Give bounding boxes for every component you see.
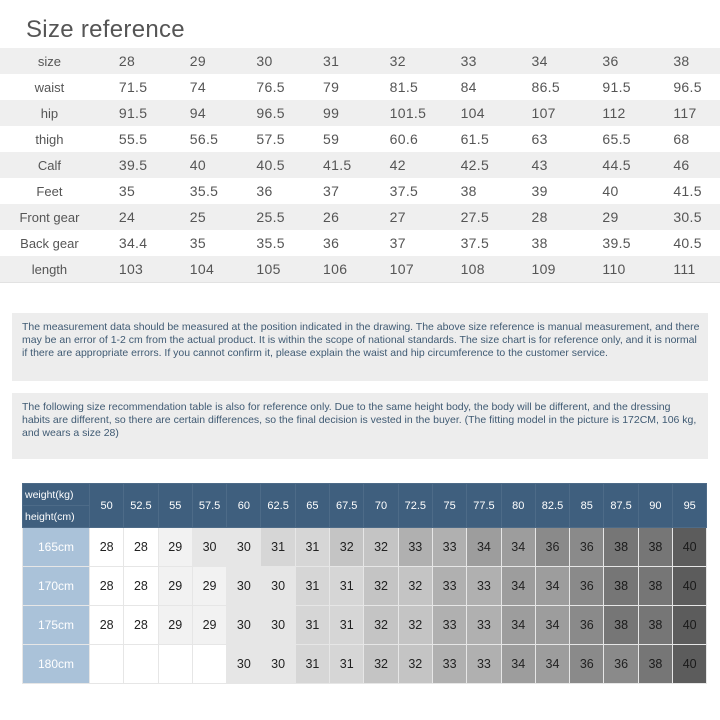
- size-cell: 30: [261, 645, 295, 684]
- row-label: Back gear: [0, 230, 99, 256]
- size-cell: 34: [535, 606, 569, 645]
- table-cell: 65.5: [582, 126, 653, 152]
- table-cell: 103: [99, 256, 170, 282]
- table-cell: 35: [170, 230, 237, 256]
- measurement-note: The measurement data should be measured at the position indicated in the drawing. The above size reference is manual measurement, and there may be an error of 1-2 cm from the actual product. It is within the scope of national standards. The size chart is for reference only, and it is normal if there are appropriate errors. If you cannot confirm it, please explain the waist and hip circumference to the customer service.: [12, 313, 708, 381]
- weight-header-cell: 52.5: [124, 484, 158, 528]
- size-cell: 31: [330, 645, 364, 684]
- size-reference-table: [0, 48, 720, 282]
- table-cell: 46: [653, 152, 720, 178]
- table-cell: 56.5: [170, 126, 237, 152]
- height-cell: 175cm: [23, 606, 90, 645]
- weight-header-cell: 82.5: [535, 484, 569, 528]
- weight-header-cell: 50: [90, 484, 124, 528]
- table-cell: 29: [582, 204, 653, 230]
- size-cell: 30: [227, 528, 261, 567]
- size-cell: 28: [90, 528, 124, 567]
- weight-header-cell: 85: [570, 484, 604, 528]
- size-cell: 30: [227, 606, 261, 645]
- table-cell: 94: [170, 100, 237, 126]
- table-cell: 41.5: [303, 152, 370, 178]
- size-cell: 34: [501, 528, 535, 567]
- table-row: [23, 645, 707, 684]
- table-cell: 101.5: [370, 100, 441, 126]
- table-cell: 107: [512, 100, 583, 126]
- size-cell: 40: [673, 567, 707, 606]
- table-cell: 117: [653, 100, 720, 126]
- table-cell: 28: [99, 48, 170, 74]
- size-cell: 33: [432, 528, 466, 567]
- size-cell: 31: [261, 528, 295, 567]
- height-cell: 170cm: [23, 567, 90, 606]
- size-cell: 28: [90, 567, 124, 606]
- size-cell: 32: [364, 567, 398, 606]
- table-cell: 24: [99, 204, 170, 230]
- table-cell: 35: [99, 178, 170, 204]
- table-cell: 44.5: [582, 152, 653, 178]
- table-cell: 35.5: [236, 230, 303, 256]
- page-title: Size reference: [26, 16, 185, 43]
- weight-header-cell: 70: [364, 484, 398, 528]
- height-label: height(cm): [23, 506, 90, 528]
- table-cell: 104: [170, 256, 237, 282]
- table-row: [23, 606, 707, 645]
- table-cell: 112: [582, 100, 653, 126]
- size-cell: 32: [398, 606, 432, 645]
- size-cell: 32: [398, 645, 432, 684]
- table-cell: 63: [512, 126, 583, 152]
- table-cell: 29: [170, 48, 237, 74]
- table-cell: 40.5: [236, 152, 303, 178]
- table-cell: 36: [303, 230, 370, 256]
- table-cell: 55.5: [99, 126, 170, 152]
- size-cell: 34: [501, 606, 535, 645]
- row-label: Feet: [0, 178, 99, 204]
- table-cell: 106: [303, 256, 370, 282]
- table-cell: 42.5: [441, 152, 512, 178]
- size-cell: 28: [124, 528, 158, 567]
- table-cell: 84: [441, 74, 512, 100]
- size-cell: 33: [467, 567, 501, 606]
- size-cell: 32: [364, 528, 398, 567]
- table-cell: 37.5: [370, 178, 441, 204]
- row-label: thigh: [0, 126, 99, 152]
- size-cell: 32: [364, 645, 398, 684]
- row-label: waist: [0, 74, 99, 100]
- weight-header-cell: 67.5: [330, 484, 364, 528]
- table-cell: 91.5: [99, 100, 170, 126]
- table-row: [23, 528, 707, 567]
- size-cell: [158, 645, 192, 684]
- size-cell: 36: [570, 606, 604, 645]
- table-cell: 107: [370, 256, 441, 282]
- table-cell: 37.5: [441, 230, 512, 256]
- table-row: [0, 100, 720, 126]
- table-cell: 38: [512, 230, 583, 256]
- table-cell: 30: [236, 48, 303, 74]
- height-cell: 165cm: [23, 528, 90, 567]
- table-cell: 86.5: [512, 74, 583, 100]
- weight-header-cell: 87.5: [604, 484, 638, 528]
- size-cell: 33: [432, 606, 466, 645]
- weight-header-cell: 60: [227, 484, 261, 528]
- table-cell: 71.5: [99, 74, 170, 100]
- table-cell: 96.5: [236, 100, 303, 126]
- size-cell: 38: [604, 528, 638, 567]
- size-cell: 33: [432, 645, 466, 684]
- table-cell: 39: [512, 178, 583, 204]
- height-cell: 180cm: [23, 645, 90, 684]
- weight-header-cell: 75: [432, 484, 466, 528]
- size-cell: 29: [192, 567, 226, 606]
- table-cell: 96.5: [653, 74, 720, 100]
- table-cell: 74: [170, 74, 237, 100]
- table-row: [0, 204, 720, 230]
- weight-header-cell: 80: [501, 484, 535, 528]
- size-cell: [124, 645, 158, 684]
- size-recommendation-grid: [22, 483, 707, 684]
- recommendation-note: The following size recommendation table is also for reference only. Due to the same height body, the body will be different, and the dressing habits are different, so there are certain differences, so the final decision is vested in the buyer. (The fitting model in the picture is 172CM, 106 kg, and wears a size 28): [12, 393, 708, 459]
- table-cell: 108: [441, 256, 512, 282]
- size-cell: 31: [295, 567, 329, 606]
- table-cell: 61.5: [441, 126, 512, 152]
- weight-header-cell: 65: [295, 484, 329, 528]
- size-cell: 38: [638, 645, 672, 684]
- table-cell: 99: [303, 100, 370, 126]
- size-cell: 38: [604, 567, 638, 606]
- table-cell: 43: [512, 152, 583, 178]
- size-cell: 31: [295, 645, 329, 684]
- table-cell: 68: [653, 126, 720, 152]
- size-cell: 31: [330, 567, 364, 606]
- table-row: [0, 256, 720, 282]
- size-cell: 29: [158, 528, 192, 567]
- table-cell: 25.5: [236, 204, 303, 230]
- size-cell: 40: [673, 645, 707, 684]
- row-label: length: [0, 256, 99, 282]
- weight-header-cell: 57.5: [192, 484, 226, 528]
- table-cell: 27: [370, 204, 441, 230]
- size-cell: 34: [501, 567, 535, 606]
- row-label: hip: [0, 100, 99, 126]
- table-row: [23, 567, 707, 606]
- table-row: [0, 230, 720, 256]
- table-cell: 76.5: [236, 74, 303, 100]
- weight-header-cell: 90: [638, 484, 672, 528]
- table-cell: 40.5: [653, 230, 720, 256]
- size-cell: 31: [330, 606, 364, 645]
- weight-header-cell: 72.5: [398, 484, 432, 528]
- table-cell: 57.5: [236, 126, 303, 152]
- size-cell: 32: [330, 528, 364, 567]
- size-cell: 38: [604, 606, 638, 645]
- size-cell: 36: [535, 528, 569, 567]
- table-cell: 37: [303, 178, 370, 204]
- size-cell: 34: [467, 528, 501, 567]
- table-cell: 105: [236, 256, 303, 282]
- table-cell: 37: [370, 230, 441, 256]
- row-label: size: [0, 48, 99, 74]
- table-cell: 30.5: [653, 204, 720, 230]
- size-cell: 36: [570, 528, 604, 567]
- table-row: [0, 152, 720, 178]
- table-cell: 26: [303, 204, 370, 230]
- size-cell: 40: [673, 606, 707, 645]
- table-cell: 110: [582, 256, 653, 282]
- size-cell: 33: [398, 528, 432, 567]
- table-cell: 32: [370, 48, 441, 74]
- table-cell: 40: [582, 178, 653, 204]
- size-cell: 34: [535, 567, 569, 606]
- table-cell: 109: [512, 256, 583, 282]
- size-cell: 34: [535, 645, 569, 684]
- size-cell: 28: [90, 606, 124, 645]
- size-cell: 33: [432, 567, 466, 606]
- size-cell: 38: [638, 528, 672, 567]
- size-cell: 30: [227, 645, 261, 684]
- table-cell: 25: [170, 204, 237, 230]
- table-cell: 38: [653, 48, 720, 74]
- table-cell: 33: [441, 48, 512, 74]
- table-row: [0, 48, 720, 74]
- weight-label: weight(kg): [23, 484, 90, 506]
- size-cell: 28: [124, 606, 158, 645]
- row-label: Calf: [0, 152, 99, 178]
- size-cell: 36: [570, 567, 604, 606]
- size-cell: 28: [124, 567, 158, 606]
- size-cell: 29: [158, 606, 192, 645]
- table-row: [0, 178, 720, 204]
- table-cell: 27.5: [441, 204, 512, 230]
- size-cell: [90, 645, 124, 684]
- table-cell: 104: [441, 100, 512, 126]
- table-cell: 40: [170, 152, 237, 178]
- size-cell: 38: [638, 567, 672, 606]
- size-cell: 34: [501, 645, 535, 684]
- size-cell: 36: [604, 645, 638, 684]
- table-cell: 31: [303, 48, 370, 74]
- size-cell: 36: [570, 645, 604, 684]
- row-label: Front gear: [0, 204, 99, 230]
- size-cell: 30: [261, 567, 295, 606]
- weight-header-cell: 55: [158, 484, 192, 528]
- size-cell: 30: [227, 567, 261, 606]
- table-cell: 38: [441, 178, 512, 204]
- size-cell: 30: [261, 606, 295, 645]
- weight-header-cell: 62.5: [261, 484, 295, 528]
- table-cell: 34: [512, 48, 583, 74]
- weight-header-row: [23, 484, 707, 506]
- size-cell: 29: [158, 567, 192, 606]
- table-cell: 79: [303, 74, 370, 100]
- table-cell: 36: [582, 48, 653, 74]
- table-divider: [0, 282, 720, 283]
- table-cell: 28: [512, 204, 583, 230]
- table-cell: 111: [653, 256, 720, 282]
- size-cell: 32: [398, 567, 432, 606]
- size-cell: 38: [638, 606, 672, 645]
- size-cell: [192, 645, 226, 684]
- size-cell: 33: [467, 606, 501, 645]
- table-cell: 59: [303, 126, 370, 152]
- table-cell: 81.5: [370, 74, 441, 100]
- weight-header-cell: 95: [673, 484, 707, 528]
- table-cell: 60.6: [370, 126, 441, 152]
- size-cell: 29: [192, 606, 226, 645]
- size-cell: 33: [467, 645, 501, 684]
- weight-header-cell: 77.5: [467, 484, 501, 528]
- size-cell: 32: [364, 606, 398, 645]
- table-cell: 34.4: [99, 230, 170, 256]
- table-cell: 42: [370, 152, 441, 178]
- table-cell: 39.5: [99, 152, 170, 178]
- table-cell: 91.5: [582, 74, 653, 100]
- table-row: [0, 126, 720, 152]
- table-row: [0, 74, 720, 100]
- table-cell: 41.5: [653, 178, 720, 204]
- table-cell: 36: [236, 178, 303, 204]
- table-cell: 39.5: [582, 230, 653, 256]
- table-cell: 35.5: [170, 178, 237, 204]
- size-cell: 30: [192, 528, 226, 567]
- size-cell: 40: [673, 528, 707, 567]
- size-cell: 31: [295, 606, 329, 645]
- size-cell: 31: [295, 528, 329, 567]
